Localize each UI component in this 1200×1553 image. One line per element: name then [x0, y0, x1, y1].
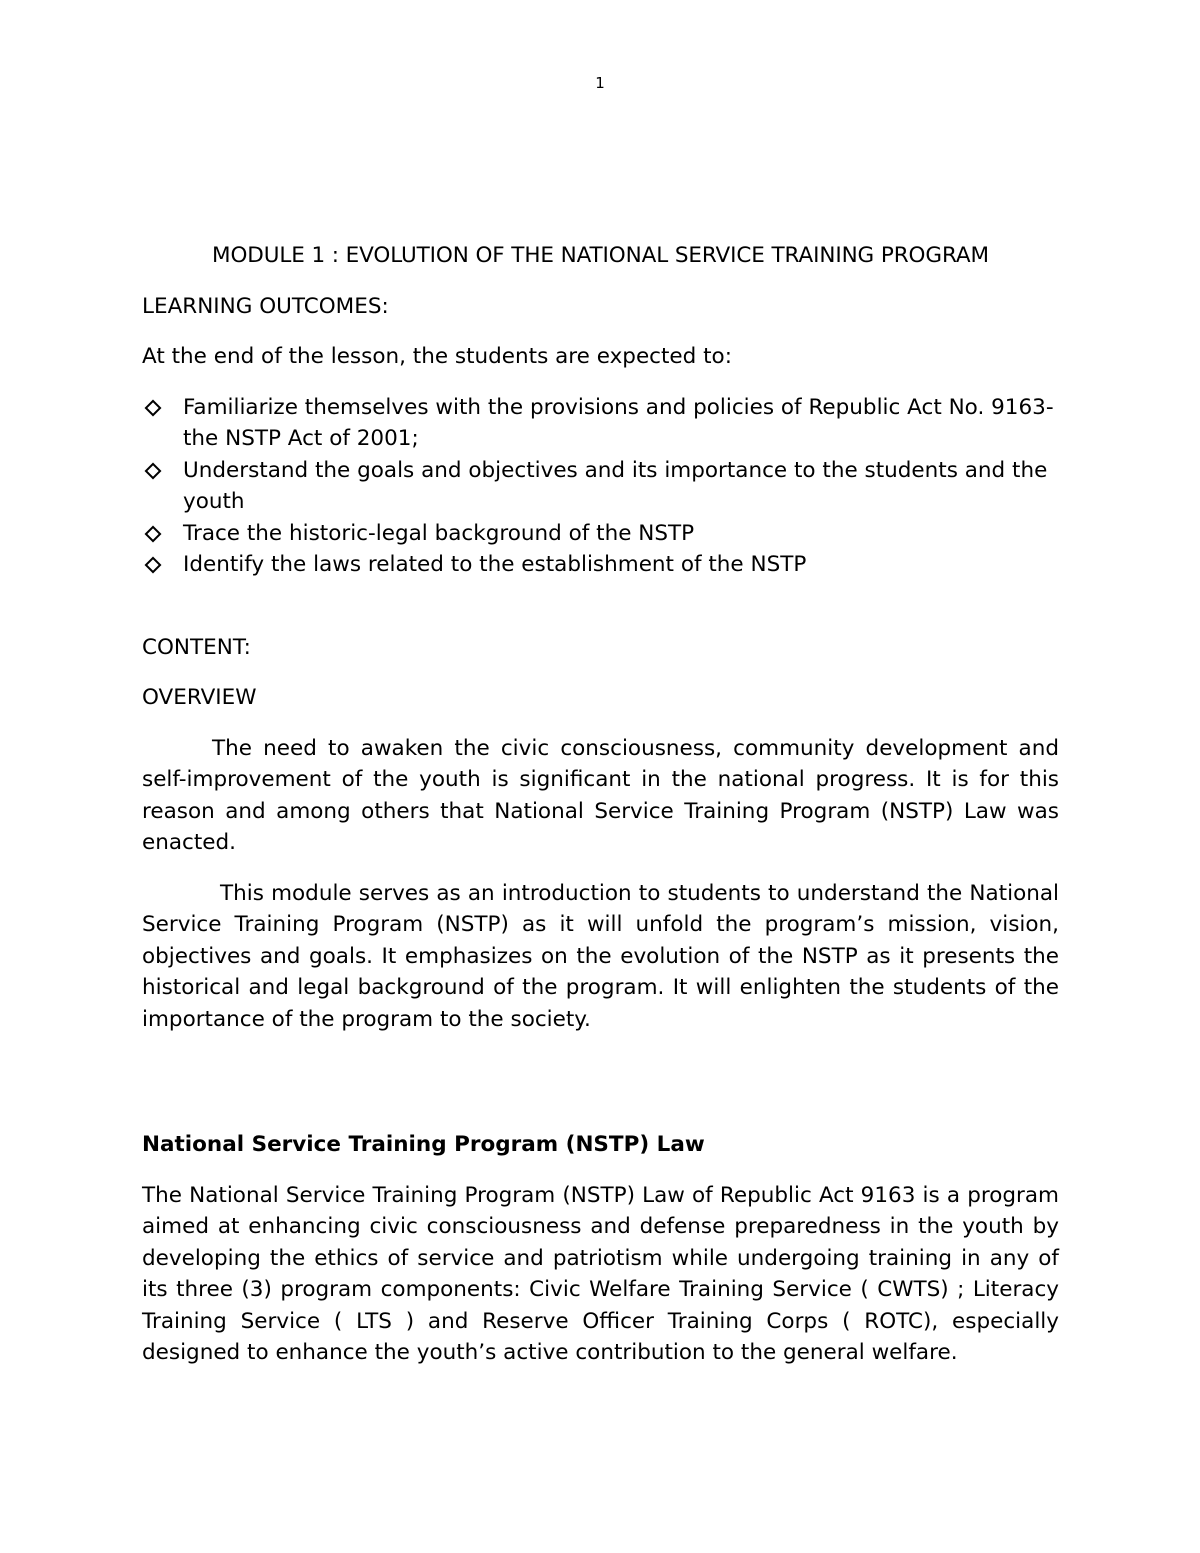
- outcomes-intro: At the end of the lesson, the students are expected to:: [142, 344, 732, 369]
- diamond-bullet-icon: [145, 525, 162, 542]
- module-title: MODULE 1 : EVOLUTION OF THE NATIONAL SERVICE TRAINING PROGRAM: [212, 243, 989, 268]
- list-item: [142, 518, 1059, 550]
- page-number: 1: [595, 74, 605, 92]
- outcome-text: Understand the goals and objectives and its importance to the students and the youth: [183, 457, 1048, 514]
- outcomes-list: [142, 392, 1059, 581]
- content-label: CONTENT:: [142, 634, 251, 660]
- learning-outcomes-label: LEARNING OUTCOMES:: [142, 293, 389, 319]
- list-item: [142, 392, 1059, 455]
- diamond-bullet-icon: [145, 557, 162, 574]
- outcome-text: Familiarize themselves with the provisions and policies of Republic Act No. 9163- the NSTP Act of 2001;: [183, 394, 1054, 451]
- overview-paragraph: This module serves as an introduction to students to understand the National Service Training Program (NSTP) as it will unfold the program’s mission, vision, objectives and goals. It emphasizes on the evolution of the NSTP as it presents the historical and legal background of the program. It will enlighten the students of the importance of the program to the society.: [142, 880, 1059, 1032]
- law-paragraph: The National Service Training Program (NSTP) Law of Republic Act 9163 is a program aimed at enhancing civic consciousness and defense preparedness in the youth by developing the ethics of service and patriotism while undergoing training in any of its three (3) program components: Civic Welfare Training Service ( CWTS) ; Literacy Training Service ( LTS ) and Reserve Officer Training Corps ( ROTC), especially designed to enhance the youth’s active contribution to the general welfare.: [142, 1182, 1059, 1365]
- outcome-text: Trace the historic-legal background of the NSTP: [183, 520, 695, 546]
- list-item: [142, 455, 1059, 518]
- overview-paragraph: The need to awaken the civic consciousness, community development and self-improvement of the youth is significant in the national progress. It is for this reason and among others that National Service Training Program (NSTP) Law was enacted.: [142, 735, 1059, 855]
- overview-label: OVERVIEW: [142, 685, 257, 710]
- list-item: [142, 549, 1059, 581]
- outcome-text: Identify the laws related to the establishment of the NSTP: [183, 552, 807, 577]
- diamond-bullet-icon: [145, 462, 162, 479]
- diamond-bullet-icon: [145, 399, 162, 416]
- law-heading: National Service Training Program (NSTP) Law: [142, 1132, 705, 1157]
- page-content: [142, 240, 1059, 1369]
